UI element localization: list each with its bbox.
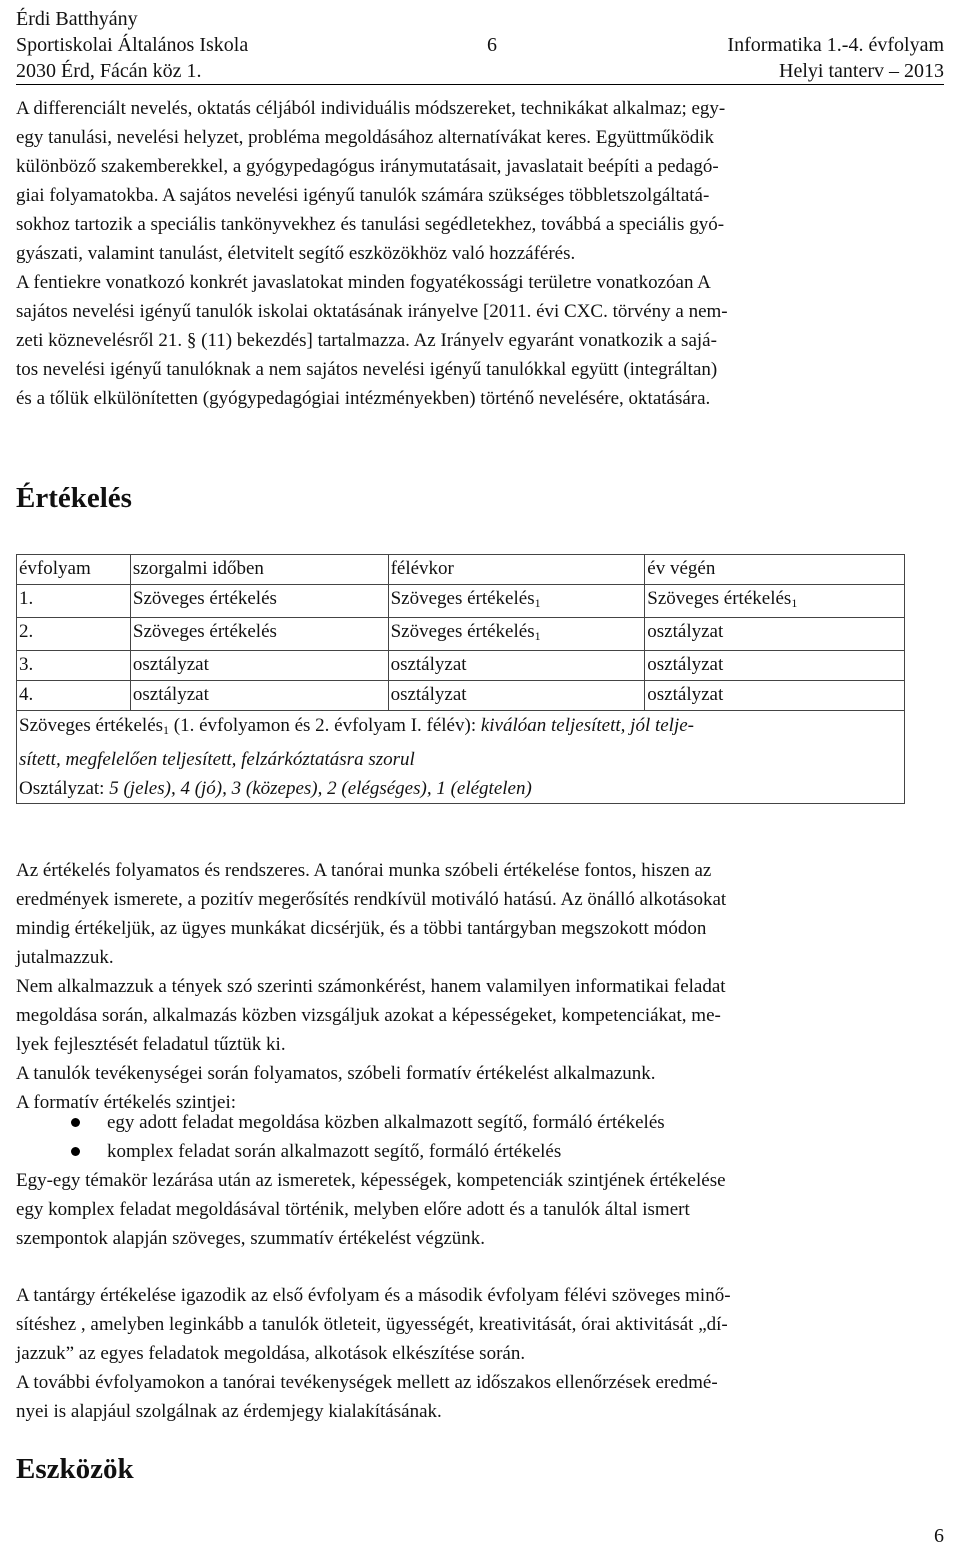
header-page-number: 6	[487, 34, 497, 56]
text-line: tos nevelési igényű tanulóknak a nem sajátos nevelési igényű tanulókkal együtt (integráltan)	[16, 359, 718, 380]
text-line: A formatív értékelés szintjei:	[16, 1092, 237, 1113]
formative-levels-list	[16, 1108, 944, 1166]
school-type: Sportiskolai Általános Iskola	[16, 34, 249, 56]
cell-text: Szöveges értékelés	[390, 588, 535, 609]
page-header	[16, 6, 944, 84]
footnote-marker: 1	[791, 596, 798, 610]
school-address: 2030 Érd, Fácán köz 1.	[16, 60, 202, 82]
cell-text: Szöveges értékelés	[390, 621, 535, 642]
section-heading-tools: Eszközök	[16, 1453, 134, 1485]
list-item	[16, 1108, 944, 1137]
note-italic-text: 5 (jeles), 4 (jó), 3 (közepes), 2 (elégséges), 1 (elégtelen)	[109, 778, 532, 799]
table-note-cell	[17, 711, 905, 804]
text-line: különböző szakemberekkel, a gyógypedagógus iránymutatásait, javaslatait beépíti a pedagó-	[16, 156, 719, 177]
table-note-row	[17, 711, 905, 804]
text-line: jutalmazzuk.	[16, 947, 114, 968]
text-line: lyek fejlesztését feladatul tűztük ki.	[16, 1034, 286, 1055]
table-cell: osztályzat	[645, 651, 905, 681]
text-line: egy komplex feladat megoldásával történik, melyben előre adott és a tanulók által ismert	[16, 1199, 690, 1220]
text-line: giai folyamatokba. A sajátos nevelési igényű tanulók számára szükséges többletszolgáltatá-	[16, 185, 710, 206]
note-text: Osztályzat:	[19, 778, 110, 799]
table-header-row	[17, 555, 905, 585]
bullet-icon	[71, 1147, 80, 1156]
table-header-cell: félévkor	[388, 555, 645, 585]
grading-paragraph	[16, 1281, 944, 1426]
table-cell: 2.	[17, 618, 131, 651]
table-cell: osztályzat	[645, 618, 905, 651]
table-cell: 4.	[17, 681, 131, 711]
evaluation-paragraph	[16, 856, 944, 1117]
table-cell: 1.	[17, 585, 131, 618]
header-divider	[16, 84, 944, 85]
table-header-cell: év végén	[645, 555, 905, 585]
table-cell	[388, 585, 645, 618]
note-text: Szöveges értékelés	[19, 715, 164, 736]
table-header-cell: évfolyam	[17, 555, 131, 585]
footnote-marker: 1	[534, 629, 541, 643]
text-line: zeti köznevelésről 21. § (11) bekezdés] tartalmazza. Az Irányelv egyaránt vonatkozik a sajá-	[16, 330, 717, 351]
text-line: sítéshez , amelyben leginkább a tanulók ötleteit, ügyességét, kreativitását, órai aktivitását „dí-	[16, 1314, 728, 1335]
text-line: A fentiekre vonatkozó konkrét javaslatokat minden fogyatékossági területre vonatkozóan A	[16, 272, 711, 293]
table-row	[17, 618, 905, 651]
text-line: A differenciált nevelés, oktatás céljából individuális módszereket, technikákat alkalmaz; egy-	[16, 98, 726, 119]
text-line: Nem alkalmazzuk a tények szó szerinti számonkérést, hanem valamilyen informatikai feladat	[16, 976, 726, 997]
list-item	[16, 1137, 944, 1166]
text-line: mindig értékeljük, az ügyes munkákat dicsérjük, és a többi tantárgyban megszokott módon	[16, 918, 707, 939]
section-heading-evaluation: Értékelés	[16, 482, 132, 514]
text-line: gyászati, valamint tanulást, életvitelt segítő eszközökhöz való hozzáférés.	[16, 243, 576, 264]
cell-text: Szöveges értékelés	[647, 588, 792, 609]
text-line: Az értékelés folyamatos és rendszeres. A tanórai munka szóbeli értékelése fontos, hiszen az	[16, 860, 712, 881]
grades-table	[16, 554, 905, 804]
curriculum-label: Helyi tanterv – 2013	[779, 60, 944, 82]
text-line: nyei is alapjául szolgálnak az érdemjegy kialakításának.	[16, 1401, 442, 1422]
bullet-icon	[71, 1118, 80, 1127]
table-cell: Szöveges értékelés	[130, 618, 388, 651]
footnote-marker: 1	[534, 596, 541, 610]
text-line: eredmények ismerete, a pozitív megerősítés rendkívül motiváló hatású. Az önálló alkotásokat	[16, 889, 727, 910]
table-cell: 3.	[17, 651, 131, 681]
note-italic-text: sített, megfelelően teljesített, felzárkóztatásra szorul	[19, 749, 415, 770]
text-line: A további évfolyamokon a tanórai tevékenységek mellett az időszakos ellenőrzések eredmé-	[16, 1372, 718, 1393]
text-line: szempontok alapján szöveges, szummatív értékelést végzünk.	[16, 1228, 486, 1249]
text-line: jazzuk” az egyes feladatok megoldása, alkotások elkészítése során.	[16, 1343, 526, 1364]
table-row	[17, 585, 905, 618]
text-line: A tantárgy értékelése igazodik az első évfolyam és a második évfolyam félévi szöveges minő-	[16, 1285, 731, 1306]
text-line: Egy-egy témakör lezárása után az ismeretek, képességek, kompetenciák szintjének értékelése	[16, 1170, 726, 1191]
table-cell	[388, 618, 645, 651]
text-line: sajátos nevelési igényű tanulók iskolai oktatásának irányelve [2011. évi CXC. törvény a nem-	[16, 301, 728, 322]
list-item-text: komplex feladat során alkalmazott segítő, formáló értékelés	[107, 1141, 562, 1162]
page-number: 6	[934, 1525, 944, 1547]
table-cell: Szöveges értékelés	[130, 585, 388, 618]
table-header-cell: szorgalmi időben	[130, 555, 388, 585]
list-item-text: egy adott feladat megoldása közben alkalmazott segítő, formáló értékelés	[107, 1112, 665, 1133]
table-cell	[645, 585, 905, 618]
table-cell: osztályzat	[388, 681, 645, 711]
text-line: sokhoz tartozik a speciális tankönyvekhez és tanulási segédletekhez, továbbá a speciális gyó-	[16, 214, 725, 235]
text-line: egy tanulási, nevelési helyzet, probléma megoldásához alternatívákat keres. Együttműködik	[16, 127, 715, 148]
table-cell: osztályzat	[130, 681, 388, 711]
table-row	[17, 681, 905, 711]
text-line: megoldása során, alkalmazás közben vizsgáljuk azokat a képességeket, kompetenciákat, me-	[16, 1005, 721, 1026]
summative-paragraph	[16, 1166, 944, 1253]
table-row	[17, 651, 905, 681]
table-cell: osztályzat	[388, 651, 645, 681]
text-line: és a tőlük elkülönítetten (gyógypedagógiai intézményekben) történő nevelésére, oktatására.	[16, 388, 711, 409]
school-name: Érdi Batthyány	[16, 8, 138, 30]
table-cell: osztályzat	[645, 681, 905, 711]
subject-title: Informatika 1.-4. évfolyam	[727, 34, 944, 56]
note-text: (1. évfolyamon és 2. évfolyam I. félév):	[169, 715, 481, 736]
intro-paragraph	[16, 94, 944, 413]
note-italic-text: kiválóan teljesített, jól telje-	[480, 715, 694, 736]
table-cell: osztályzat	[130, 651, 388, 681]
text-line: A tanulók tevékenységei során folyamatos, szóbeli formatív értékelést alkalmazunk.	[16, 1063, 656, 1084]
footnote-marker: 1	[163, 723, 170, 737]
